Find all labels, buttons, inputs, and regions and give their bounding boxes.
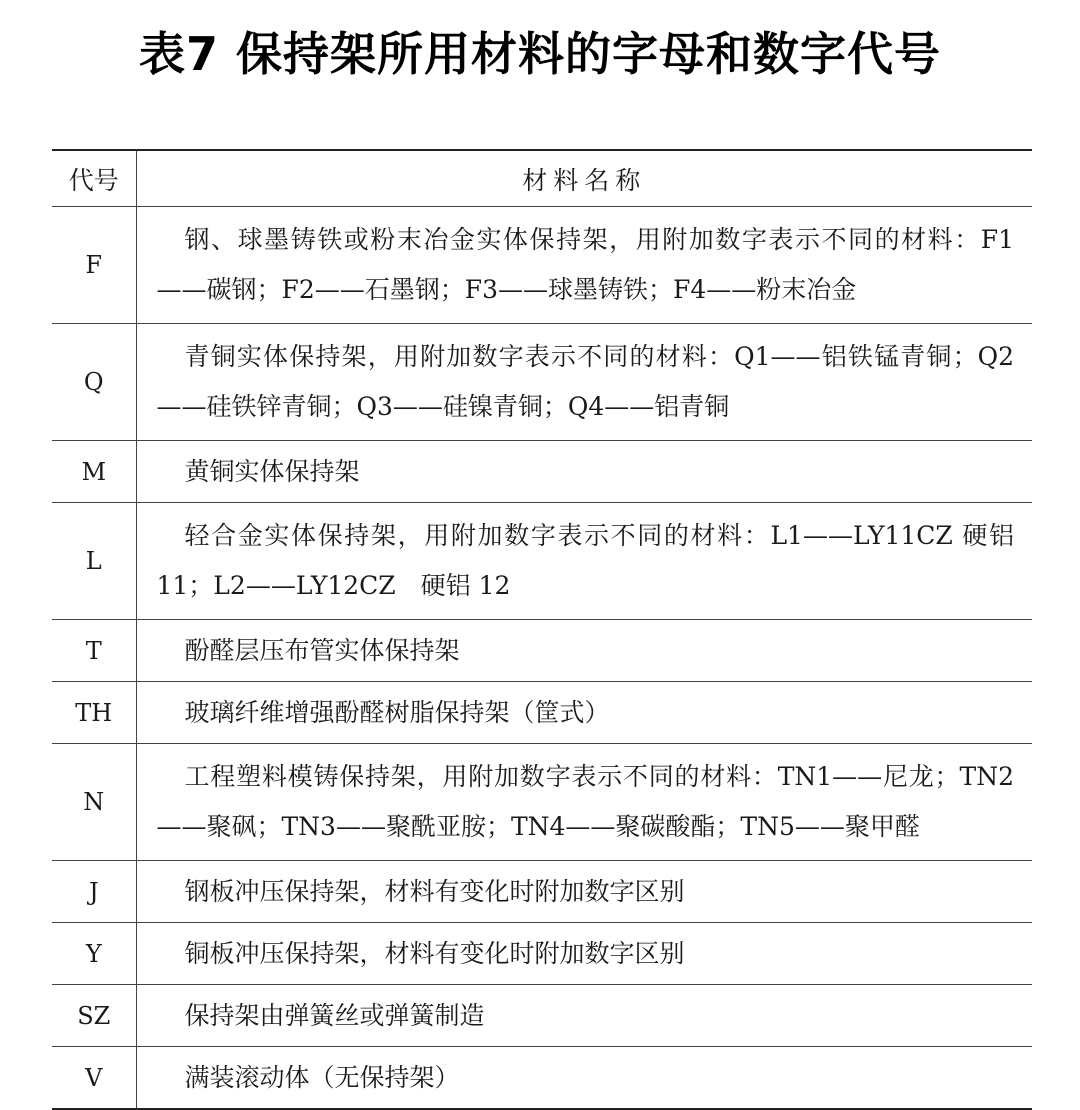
row-description: 轻合金实体保持架，用附加数字表示不同的材料：L1——LY11CZ 硬铝 11；L2——LY12CZ 硬铝 12 — [136, 503, 1032, 620]
row-description: 钢板冲压保持架，材料有变化时附加数字区别 — [136, 861, 1032, 923]
row-code: Q — [52, 324, 136, 441]
row-code: L — [52, 503, 136, 620]
table-row — [52, 744, 1032, 861]
row-code: Y — [52, 923, 136, 985]
table-row — [52, 620, 1032, 682]
table-header-row — [52, 150, 1032, 207]
table-row — [52, 441, 1032, 503]
row-description: 酚醛层压布管实体保持架 — [136, 620, 1032, 682]
row-code: F — [52, 207, 136, 324]
table-row — [52, 923, 1032, 985]
row-description: 保持架由弹簧丝或弹簧制造 — [136, 985, 1032, 1047]
header-material-name: 材料名称 — [136, 150, 1032, 207]
table-row — [52, 1047, 1032, 1110]
row-description: 铜板冲压保持架，材料有变化时附加数字区别 — [136, 923, 1032, 985]
table-row — [52, 985, 1032, 1047]
row-description: 青铜实体保持架，用附加数字表示不同的材料：Q1——铝铁锰青铜；Q2——硅铁锌青铜；Q3——硅镍青铜；Q4——铝青铜 — [136, 324, 1032, 441]
row-description: 黄铜实体保持架 — [136, 441, 1032, 503]
page-title: 表7 保持架所用材料的字母和数字代号 — [138, 27, 942, 81]
table-row — [52, 503, 1032, 620]
row-code: TH — [52, 682, 136, 744]
table-row — [52, 682, 1032, 744]
row-description: 满装滚动体（无保持架） — [136, 1047, 1032, 1110]
materials-table-container — [52, 149, 1032, 1110]
row-description: 工程塑料模铸保持架，用附加数字表示不同的材料：TN1——尼龙；TN2——聚砜；TN3——聚酰亚胺；TN4——聚碳酸酯；TN5——聚甲醛 — [136, 744, 1032, 861]
table-row — [52, 861, 1032, 923]
row-code: T — [52, 620, 136, 682]
row-description: 玻璃纤维增强酚醛树脂保持架（筐式） — [136, 682, 1032, 744]
table-row — [52, 324, 1032, 441]
row-code: J — [52, 861, 136, 923]
header-code: 代号 — [52, 150, 136, 207]
row-code: N — [52, 744, 136, 861]
row-code: SZ — [52, 985, 136, 1047]
row-description: 钢、球墨铸铁或粉末冶金实体保持架，用附加数字表示不同的材料：F1——碳钢；F2——石墨钢；F3——球墨铸铁；F4——粉末冶金 — [136, 207, 1032, 324]
table-row — [52, 207, 1032, 324]
row-code: V — [52, 1047, 136, 1110]
row-code: M — [52, 441, 136, 503]
materials-table — [52, 149, 1032, 1110]
